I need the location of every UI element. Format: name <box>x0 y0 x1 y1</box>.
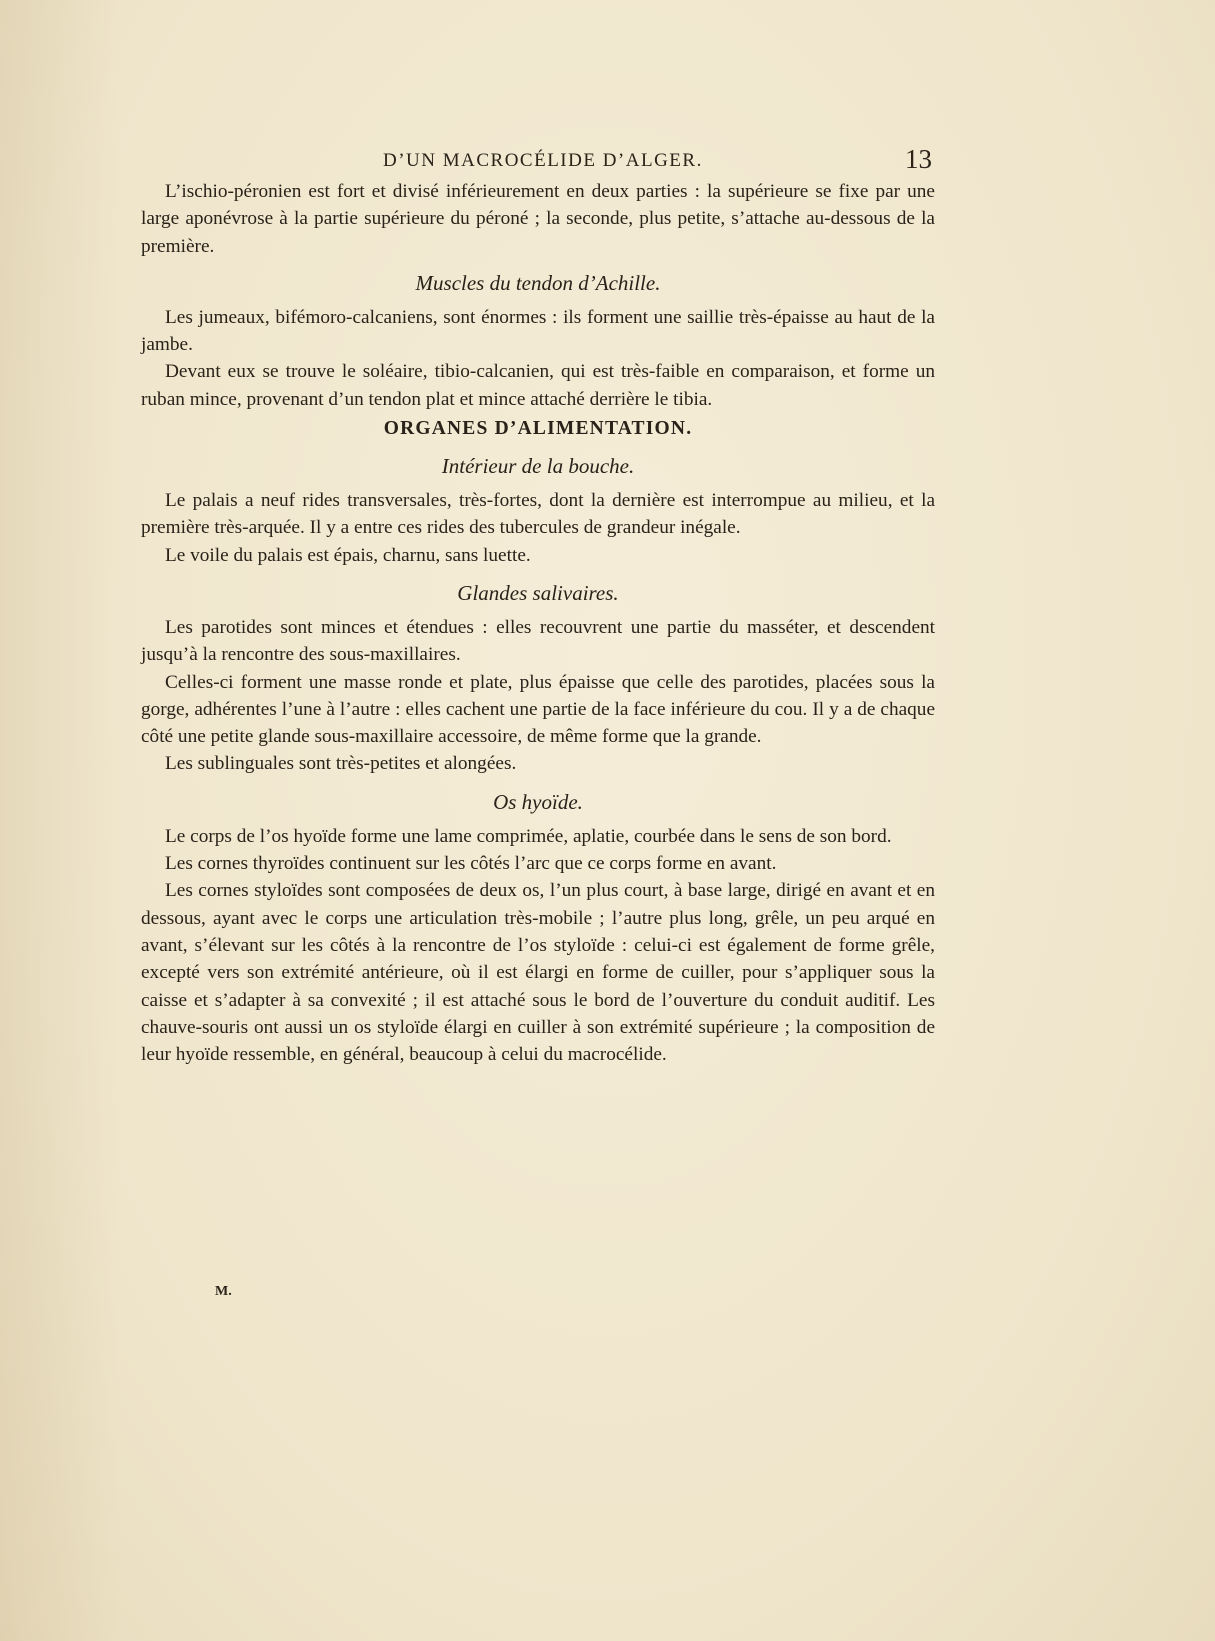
paragraph-ischio-peronien: L’ischio-péronien est fort et divisé inférieurement en deux parties : la supérieure se fixe par une large aponévrose à la partie supérieure du péroné ; la seconde, plus petite, s’attache au-dessous de la première. <box>141 181 935 257</box>
body-text <box>141 178 935 1068</box>
paragraph-sous-maxillaires: Celles-ci forment une masse ronde et plate, plus épaisse que celle des parotides, placées sous la gorge, adhérentes l’une à l’autre : elles cachent une partie de la face inférieure du cou. Il y a de chaque côté une petite glande sous-maxillaire accessoire, de même forme que la grande. <box>141 671 935 748</box>
running-title: D’UN MACROCÉLIDE D’ALGER. <box>383 150 703 171</box>
page-edge-shading <box>0 0 120 1641</box>
signature-mark: M. <box>215 1284 232 1299</box>
subheading-interieur-bouche: Intérieur de la bouche. <box>441 454 635 479</box>
paragraph-soleaire: Devant eux se trouve le soléaire, tibio-calcanien, qui est très-faible en comparaison, et forme un ruban mince, provenant d’un tendon plat et mince attaché derrière le tibia. <box>141 361 935 410</box>
subheading-glandes-salivaires: Glandes salivaires. <box>457 580 619 605</box>
paragraph-palais: Le palais a neuf rides transversales, très-fortes, dont la dernière est interrompue au milieu, et la première très-arquée. Il y a entre ces rides des tubercules de grandeur inégale. <box>141 490 935 539</box>
paragraph-corps-hyoide: Le corps de l’os hyoïde forme une lame comprimée, aplatie, courbée dans le sens de son bord. <box>165 825 892 847</box>
page-number: 13 <box>905 144 932 174</box>
paragraph-jumeaux: Les jumeaux, bifémoro-calcaniens, sont énormes : ils forment une saillie très-épaisse au haut de la jambe. <box>141 306 935 356</box>
section-heading-organes-alimentation: ORGANES D’ALIMENTATION. <box>383 418 693 440</box>
running-head <box>140 144 940 176</box>
subheading-tendon-achille: Muscles du tendon d’Achille. <box>415 270 661 295</box>
paragraph-cornes-thyroides: Les cornes thyroïdes continuent sur les côtés l’arc que ce corps forme en avant. <box>165 853 777 875</box>
paragraph-parotides: Les parotides sont minces et étendues : elles recouvrent une partie du masséter, et descendent jusqu’à la rencontre des sous-maxillaires. <box>141 616 935 666</box>
paragraph-voile-palais: Le voile du palais est épais, charnu, sans luette. <box>165 544 531 566</box>
subheading-os-hyoide: Os hyoïde. <box>493 789 583 814</box>
paragraph-sublinguales: Les sublinguales sont très-petites et alongées. <box>165 753 517 775</box>
paragraph-cornes-styloides: Les cornes styloïdes sont composées de deux os, l’un plus court, à base large, dirigé en avant et en dessous, ayant avec le corps une articulation très-mobile ; l’autre plus long, grêle, un peu arqué en avant, s’élevant sur les côtés à la rencontre de l’os styloïde : celui-ci est également de forme grêle, excepté vers son extrémité antérieure, où il est élargi en forme de cuiller, pour s’appliquer sous la caisse et s’adapter à sa convexité ; il est attaché sous le bord de l’ouverture du conduit auditif. Les chauve-souris ont aussi un os styloïde élargi en cuiller à son extrémité supérieure ; la composition de leur hyoïde ressemble, en général, beaucoup à celui du macrocélide. <box>141 880 935 1066</box>
